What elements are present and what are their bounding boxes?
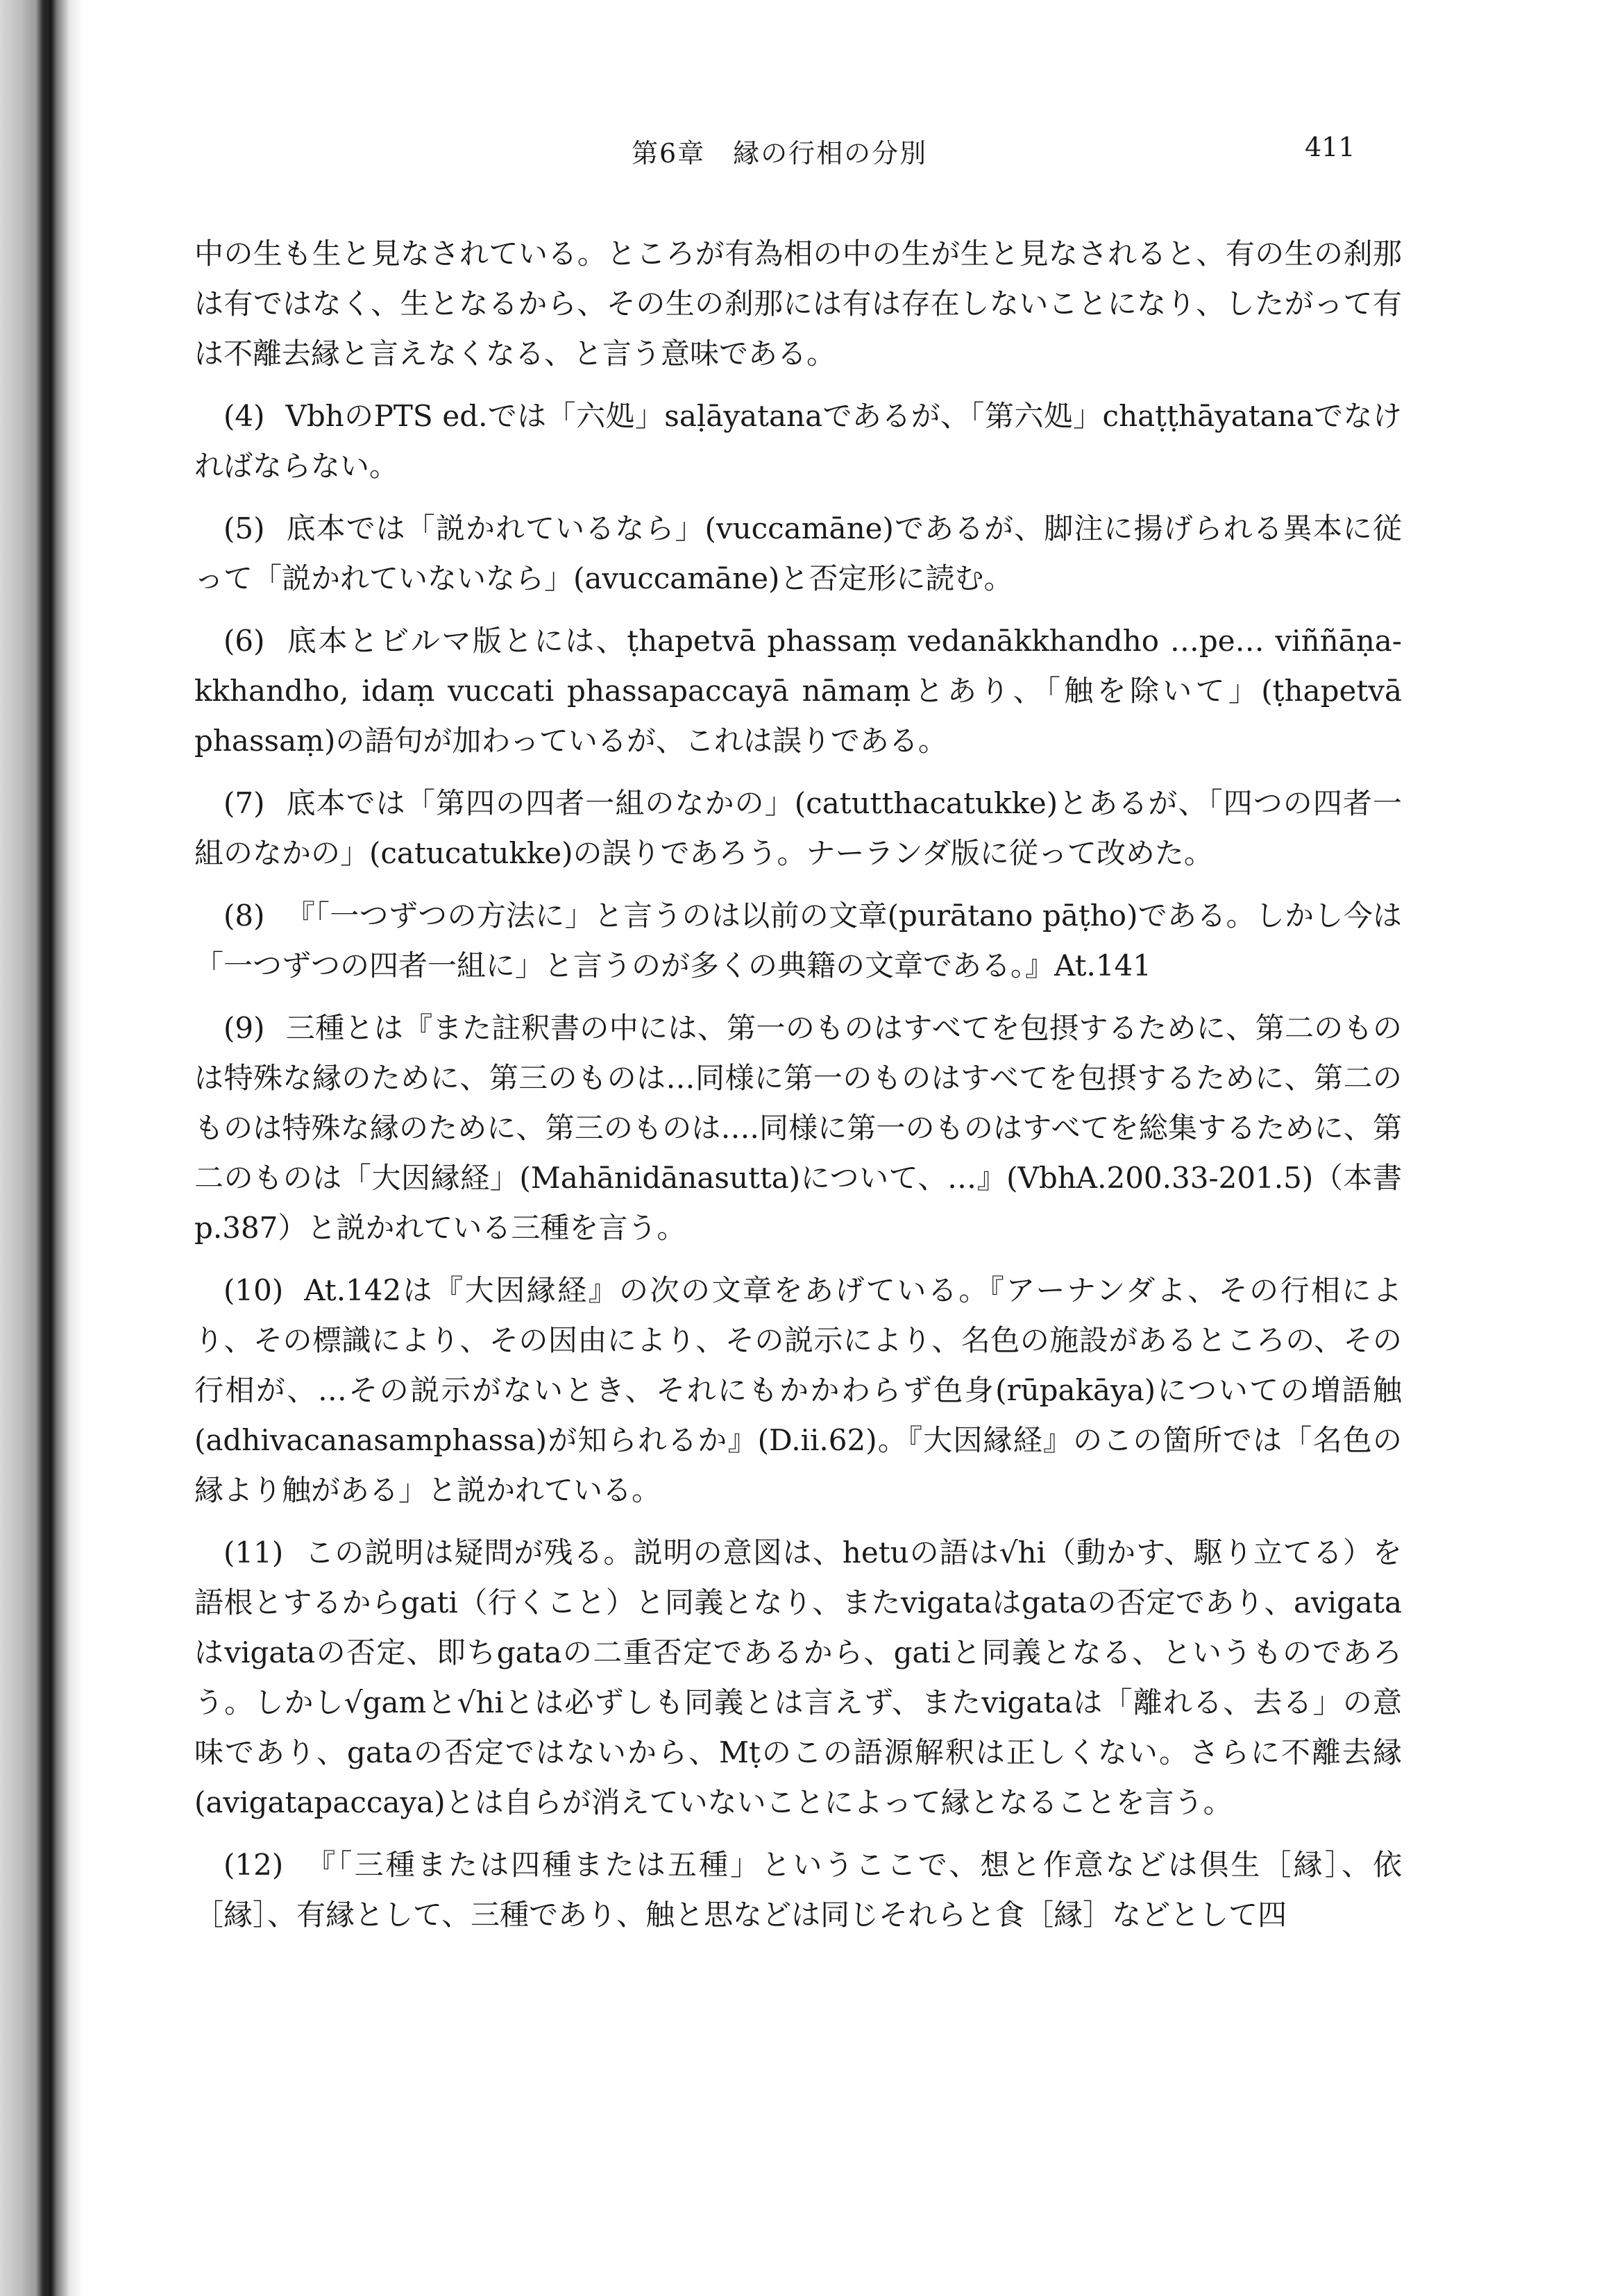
note-6 — [194, 616, 1402, 766]
note-number: (9) — [223, 1011, 265, 1045]
note-text: VbhのPTS ed.では「六処」saḷāyatanaであるが、「第六処」chaṭṭhāyatanaでなければならない。 — [194, 399, 1402, 483]
note-text: 底本では「第四の四者一組のなかの」(catutthacatukke)とあるが、「四つの四者一組のなかの」(catucatukke)の誤りであろう。ナーランダ版に従って改めた。 — [194, 786, 1402, 870]
note-7 — [194, 779, 1402, 878]
paragraph-continuation — [194, 229, 1402, 379]
note-8 — [194, 891, 1402, 991]
note-12 — [194, 1840, 1402, 1940]
note-11 — [194, 1528, 1402, 1828]
note-9 — [194, 1003, 1402, 1253]
note-5 — [194, 504, 1402, 604]
body-text — [194, 229, 1402, 1953]
note-number: (8) — [223, 899, 265, 933]
page-number: 411 — [1305, 132, 1355, 162]
note-number: (6) — [223, 624, 265, 658]
note-10 — [194, 1266, 1402, 1515]
note-number: (4) — [223, 399, 265, 433]
running-head: 第6章 縁の行相の分別 — [632, 138, 928, 169]
note-number: (10) — [223, 1273, 284, 1307]
note-number: (7) — [223, 786, 265, 820]
note-text: 『「三種または四種または五種」というここで、想と作意などは倶生［縁］、依［縁］、有縁として、三種であり、触と思などは同じそれらと食［縁］などとして四 — [194, 1848, 1402, 1932]
note-number: (12) — [223, 1848, 284, 1882]
note-text: 三種とは『また註釈書の中には、第一のものはすべてを包摂するために、第二のものは特殊な縁のために、第三のものは…同様に第一のものはすべてを包摂するために、第二のものは特殊な縁のために、第三のものは….同様に第一のものはすべてを総集するために、第二のものは「大因縁経」(Mahānidānasutta)について、…』(VbhA.200.33-201.5)（本書 p.387）と説かれている三種を言う。 — [194, 1011, 1402, 1245]
paragraph-text: 中の生も生と見なされている。ところが有為相の中の生が生と見なされると、有の生の刹那は有ではなく、生となるから、その生の刹那には有は存在しないことになり、したがって有は不離去縁と言えなくなる、と言う意味である。 — [194, 237, 1402, 371]
note-text: 底本では「説かれているなら」(vuccamāne)であるが、脚注に揚げられる異本に従って「説かれていないなら」(avuccamāne)と否定形に読む。 — [194, 511, 1402, 595]
note-text: At.142は『大因縁経』の次の文章をあげている。『アーナンダよ、その行相により、その標識により、その因由により、その説示により、名色の施設があるところの、その行相が、…その説示がないとき、それにもかかわらず色身(rūpakāya)についての増語触(adhivacanasamphassa)が知られるか』(D.ii.62)。『大因縁経』のこの箇所では「名色の縁より触がある」と説かれている。 — [194, 1273, 1402, 1507]
note-4 — [194, 391, 1402, 491]
note-number: (5) — [223, 511, 265, 545]
note-text: 『「一つずつの方法に」と言うのは以前の文章(purātano pāṭho)である。しかし今は「一つずつの四者一組に」と言うのが多くの典籍の文章である。』At.141 — [194, 899, 1402, 983]
note-text: この説明は疑問が残る。説明の意図は、hetuの語は√hi（動かす、駆り立てる）を語根とするからgati（行くこと）と同義となり、またvigataはgataの否定であり、avigataはvigataの否定、即ちgataの二重否定であるから、gatiと同義となる、というものであろう。しかし√gamと√hiとは必ずしも同義とは言えず、またvigataは「離れる、去る」の意味であり、gataの否定ではないから、Mṭのこの語源解釈は正しくない。さらに不離去縁(avigatapaccaya)とは自らが消えていないことによって縁となることを言う。 — [194, 1536, 1402, 1819]
note-text: 底本とビルマ版とには、ṭhapetvā phassaṃ vedanākkhandho …pe… viññāṇa-kkhandho, idaṃ vuccati phassapaccayā nāmaṃとあり、「触を除いて」(ṭhapetvā phassaṃ)の語句が加わっているが、これは誤りである。 — [194, 624, 1402, 758]
note-number: (11) — [223, 1536, 284, 1570]
binding-shadow — [0, 0, 83, 2296]
